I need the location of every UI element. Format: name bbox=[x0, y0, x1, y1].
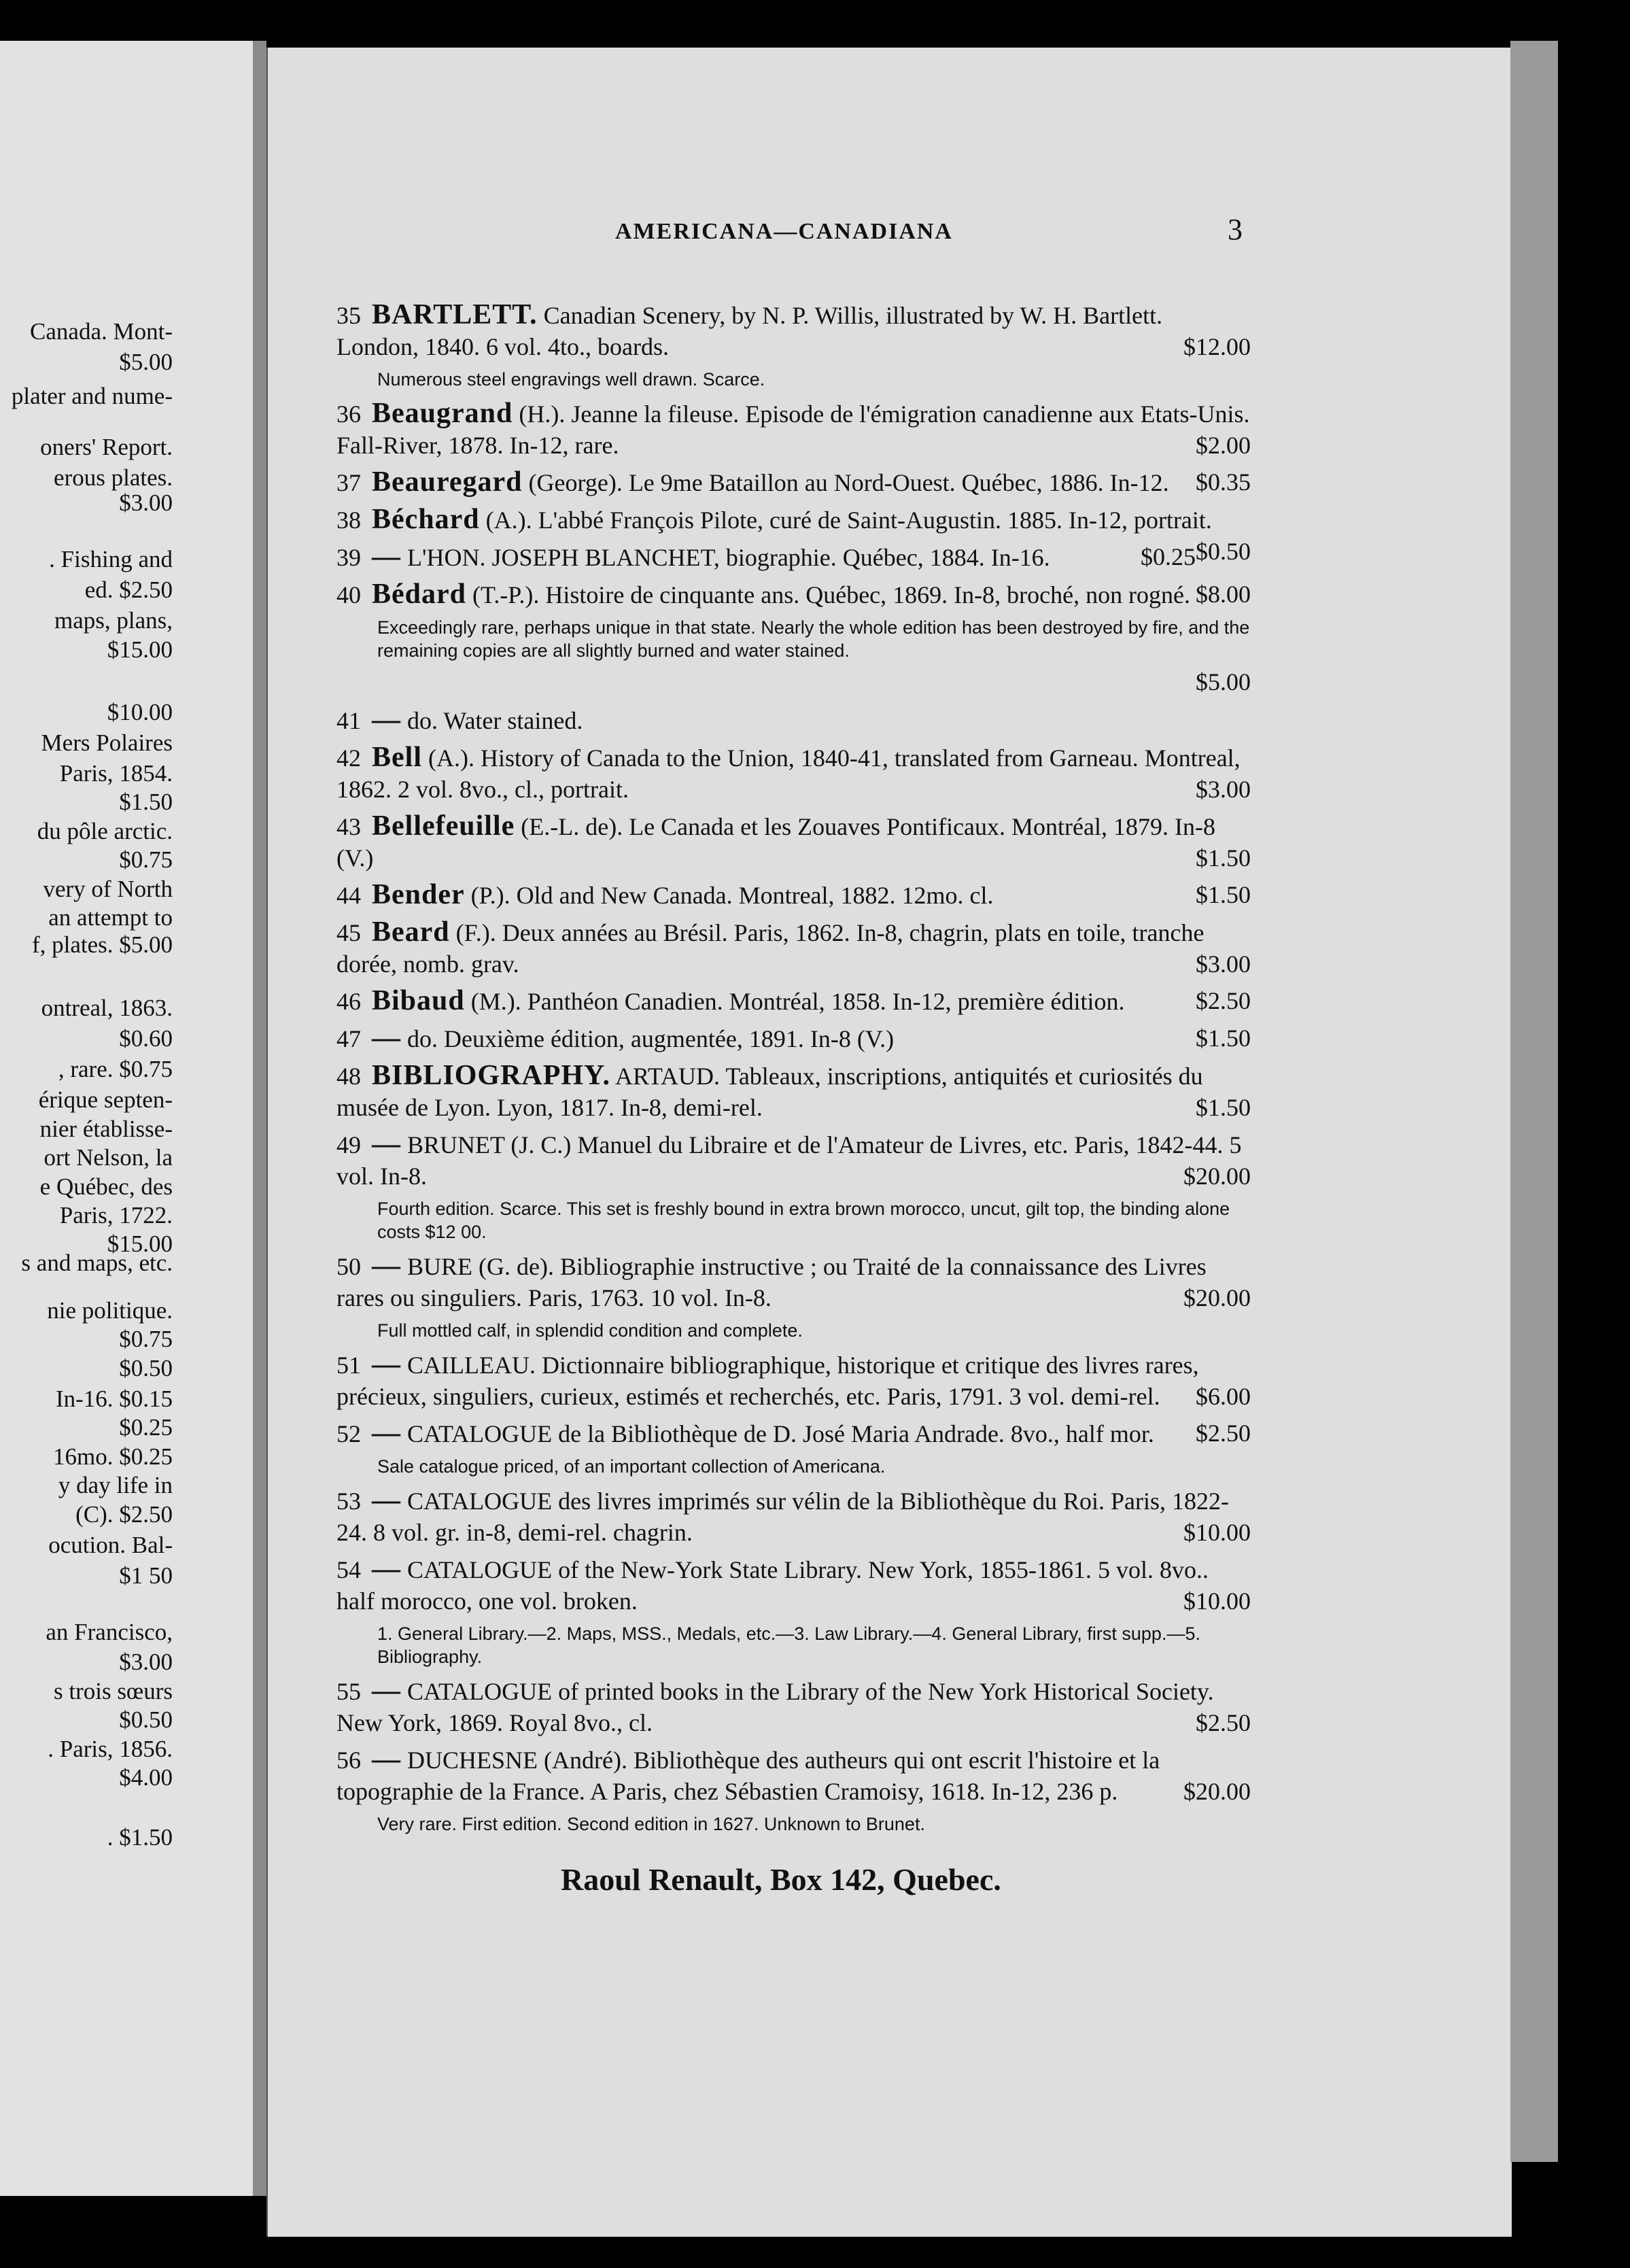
left-page-line: $3.00 bbox=[119, 489, 173, 516]
entry-number: 38 bbox=[336, 506, 361, 534]
left-page-line: ocution. Bal- bbox=[48, 1532, 173, 1558]
entry-number: 37 bbox=[336, 469, 361, 496]
left-page-line: In-16. $0.15 bbox=[55, 1386, 173, 1412]
catalogue-entry bbox=[336, 985, 1251, 1017]
entry-number: 46 bbox=[336, 988, 361, 1015]
entry-note: Numerous steel engravings well drawn. Scarce. bbox=[377, 369, 765, 390]
entry-note: Full mottled calf, in splendid condition and complete. bbox=[377, 1320, 803, 1341]
entry-price: $2.50 bbox=[1196, 1709, 1251, 1736]
entry-name: Béchard bbox=[372, 504, 480, 535]
catalogue-entry bbox=[336, 704, 1251, 736]
entry-description: BRUNET (J. C.) Manuel du Libraire et de l'Amateur de Livres, etc. Paris, 1842-44. 5 vol. In-8. bbox=[336, 1131, 1242, 1190]
catalogue-entry bbox=[336, 1129, 1251, 1192]
entry-description: (E.-L. de). Le Canada et les Zouaves Pontificaux. Montréal, 1879. In-8 (V.) bbox=[336, 813, 1215, 872]
left-page-line: Mers Polaires bbox=[41, 729, 173, 756]
entry-description: CATALOGUE of the New-York State Library. New York, 1855-1861. 5 vol. 8vo.. half morocco, one vol. broken. bbox=[336, 1556, 1209, 1615]
left-page-line: maps, plans, bbox=[54, 607, 173, 634]
entry-price: $1.50 bbox=[1196, 844, 1251, 872]
entry-price: $10.00 bbox=[1183, 1519, 1251, 1546]
page-title: AMERICANA—CANADIANA bbox=[615, 219, 953, 244]
publisher-footer: Raoul Renault, Box 142, Quebec. bbox=[561, 1862, 1001, 1897]
left-page-line: erous plates. bbox=[54, 464, 173, 491]
left-page-line: s trois sœurs bbox=[53, 1678, 173, 1704]
left-page-line: plater and nume- bbox=[11, 383, 173, 409]
entry-number: 41 bbox=[336, 707, 361, 734]
left-page-line: , rare. $0.75 bbox=[58, 1056, 173, 1082]
entry-description: do. Water stained. bbox=[407, 707, 583, 734]
left-page-line: ontreal, 1863. bbox=[41, 995, 173, 1021]
left-page-line: (C). $2.50 bbox=[75, 1501, 173, 1528]
entry-price: $2.50 bbox=[1196, 1420, 1251, 1447]
left-page-line: $0.75 bbox=[119, 846, 173, 873]
catalogue-entry bbox=[336, 1485, 1251, 1548]
entry-name: — bbox=[372, 1553, 401, 1585]
entry-note: Exceedingly rare, perhaps unique in that state. Nearly the whole edition has been destroyed by fire, and the remaining copies are all slightly burned and water stained. bbox=[377, 617, 1250, 661]
entry-name: BIBLIOGRAPHY. bbox=[372, 1060, 611, 1091]
entry-number: 56 bbox=[336, 1747, 361, 1774]
left-page-line: f, plates. $5.00 bbox=[31, 931, 173, 958]
entry-price: $1.50 bbox=[1196, 1094, 1251, 1121]
left-page-line: $5.00 bbox=[119, 349, 173, 375]
entry-name: Beaugrand bbox=[372, 398, 513, 429]
left-page-line: $0.25 bbox=[119, 1414, 173, 1441]
catalogue-entries bbox=[336, 299, 1251, 1842]
left-page-line: ed. $2.50 bbox=[84, 577, 173, 603]
entry-price: $1.50 bbox=[1196, 881, 1251, 908]
entry-number: 50 bbox=[336, 1253, 361, 1280]
entry-price: $0.35 bbox=[1196, 468, 1251, 496]
left-page-line: 16mo. $0.25 bbox=[53, 1443, 173, 1470]
entry-description: (A.). L'abbé François Pilote, curé de Saint-Augustin. 1885. In-12, portrait. bbox=[485, 506, 1212, 534]
entry-number: 44 bbox=[336, 882, 361, 909]
entry-number: 47 bbox=[336, 1025, 361, 1052]
left-page-line: $0.75 bbox=[119, 1326, 173, 1352]
entry-note-price: $5.00 bbox=[1196, 668, 1251, 695]
left-page-line: $1.50 bbox=[119, 789, 173, 815]
entry-name: Bédard bbox=[372, 579, 467, 610]
entry-description: CATALOGUE of printed books in the Library of the New York Historical Society. New York, 1869. Royal 8vo., cl. bbox=[336, 1678, 1214, 1736]
entry-number: 49 bbox=[336, 1131, 361, 1158]
catalogue-entry bbox=[336, 1060, 1251, 1123]
entry-name: — bbox=[372, 1023, 401, 1054]
entry-price: $12.00 bbox=[1183, 333, 1251, 360]
left-page-line: $10.00 bbox=[107, 699, 173, 725]
catalogue-entry bbox=[336, 398, 1251, 461]
left-page-line: nier établisse- bbox=[39, 1116, 173, 1142]
entry-note: Fourth edition. Scarce. This set is freshly bound in extra brown morocco, uncut, gilt top, the binding alone costs $12 00. bbox=[377, 1199, 1230, 1242]
page-gutter bbox=[253, 41, 266, 2196]
catalogue-entry bbox=[336, 810, 1251, 874]
entry-description: (P.). Old and New Canada. Montreal, 1882. 12mo. cl. bbox=[470, 882, 994, 909]
entry-name: — bbox=[372, 1418, 401, 1449]
entry-name: — bbox=[372, 541, 401, 572]
entry-price: $10.00 bbox=[1183, 1587, 1251, 1615]
catalogue-entry bbox=[336, 742, 1251, 805]
entry-description: BURE (G. de). Bibliographie instructive ; ou Traité de la connaissance des Livres rares ou singuliers. Paris, 1763. 10 vol. In-8. bbox=[336, 1253, 1207, 1311]
catalogue-entry bbox=[336, 579, 1251, 611]
catalogue-entry bbox=[336, 466, 1251, 498]
entry-number: 54 bbox=[336, 1556, 361, 1583]
entry-price: $1.50 bbox=[1196, 1025, 1251, 1052]
left-page-line: $0.60 bbox=[119, 1025, 173, 1052]
left-page-line: $0.50 bbox=[119, 1355, 173, 1381]
left-page-line: oners' Report. bbox=[40, 434, 173, 460]
left-page-line: Paris, 1722. bbox=[59, 1202, 173, 1228]
page-edge bbox=[1510, 41, 1558, 2162]
catalogue-entry bbox=[336, 879, 1251, 911]
entry-description: (M.). Panthéon Canadien. Montréal, 1858. In-12, première édition. bbox=[470, 988, 1125, 1015]
entry-name: Bell bbox=[372, 742, 422, 773]
left-page-line: very of North bbox=[43, 876, 173, 902]
catalogue-entry bbox=[336, 1744, 1251, 1807]
left-page-line: $15.00 bbox=[107, 636, 173, 663]
left-page-line: $1 50 bbox=[119, 1562, 173, 1589]
left-page-line: Canada. Mont- bbox=[30, 318, 173, 345]
catalogue-entry bbox=[336, 916, 1251, 980]
entry-number: 35 bbox=[336, 302, 361, 329]
entry-description: ARTAUD. Tableaux, inscriptions, antiquités et curiosités du musée de Lyon. Lyon, 1817. In-8, demi-rel. bbox=[336, 1063, 1203, 1121]
left-page-line: . Paris, 1856. bbox=[48, 1736, 173, 1762]
left-page-line: $15.00 bbox=[107, 1231, 173, 1257]
entry-name: Bellefeuille bbox=[372, 810, 515, 842]
page-number: 3 bbox=[1228, 213, 1244, 246]
left-page-line: $4.00 bbox=[119, 1764, 173, 1791]
entry-note: Sale catalogue priced, of an important collection of Americana. bbox=[377, 1456, 886, 1477]
entry-price: $6.00 bbox=[1196, 1383, 1251, 1410]
entry-price: $2.50 bbox=[1196, 987, 1251, 1014]
left-page-line: an attempt to bbox=[48, 904, 173, 931]
left-page-line: $0.50 bbox=[119, 1706, 173, 1733]
left-page-line: . $1.50 bbox=[107, 1824, 173, 1851]
left-page-line: Paris, 1854. bbox=[59, 760, 173, 787]
left-page-line: . Fishing and bbox=[49, 546, 173, 572]
left-page-line: e Québec, des bbox=[39, 1173, 173, 1200]
left-page-line: érique septen- bbox=[38, 1086, 173, 1113]
entry-number: 48 bbox=[336, 1063, 361, 1090]
entry-name: Beard bbox=[372, 916, 450, 948]
entry-price: $2.00 bbox=[1196, 432, 1251, 459]
entry-description: do. Deuxième édition, augmentée, 1891. In-8 (V.) bbox=[407, 1025, 895, 1052]
entry-description: Canadian Scenery, by N. P. Willis, illustrated by W. H. Bartlett. London, 1840. 6 vol. 4to., boards. bbox=[336, 302, 1163, 360]
entry-number: 53 bbox=[336, 1488, 361, 1515]
left-page-line: an Francisco, bbox=[46, 1619, 173, 1645]
entry-number: 39 bbox=[336, 544, 361, 571]
entry-price: $3.00 bbox=[1196, 776, 1251, 803]
entry-description: CAILLEAU. Dictionnaire bibliographique, historique et critique des livres rares, précieux, singuliers, curieux, estimés et recherchés, etc. Paris, 1791. 3 vol. demi-rel. bbox=[336, 1352, 1199, 1410]
left-page-line: y day life in bbox=[58, 1472, 173, 1498]
entry-name: — bbox=[372, 1675, 401, 1706]
catalogue-entry bbox=[336, 1553, 1251, 1617]
entry-description: DUCHESNE (André). Bibliothèque des autheurs qui ont escrit l'histoire et la topographie de la France. A Paris, chez Sébastien Cramoisy, 1618. In-12, 236 p. bbox=[336, 1747, 1160, 1805]
entry-description: (F.). Deux années au Brésil. Paris, 1862. In-8, chagrin, plats en toile, tranche dorée, nomb. grav. bbox=[336, 919, 1204, 978]
catalogue-entry bbox=[336, 1349, 1251, 1412]
entry-number: 36 bbox=[336, 400, 361, 428]
catalogue-entry bbox=[336, 1023, 1251, 1054]
entry-name: Beauregard bbox=[372, 466, 523, 498]
entry-number: 52 bbox=[336, 1420, 361, 1447]
entry-price: $3.00 bbox=[1196, 950, 1251, 978]
left-page-line: $3.00 bbox=[119, 1649, 173, 1675]
catalogue-entry bbox=[336, 1250, 1251, 1313]
entry-price: $0.50 bbox=[1196, 538, 1251, 565]
entry-name: — bbox=[372, 1744, 401, 1775]
catalogue-entry bbox=[336, 299, 1251, 362]
entry-number: 55 bbox=[336, 1678, 361, 1705]
entry-price: $20.00 bbox=[1183, 1163, 1251, 1190]
entry-description: (A.). History of Canada to the Union, 1840-41, translated from Garneau. Montreal, 1862. 2 vol. 8vo., cl., portrait. bbox=[336, 744, 1241, 803]
left-page-line: ort Nelson, la bbox=[44, 1144, 173, 1171]
entry-description: CATALOGUE des livres imprimés sur vélin de la Bibliothèque du Roi. Paris, 1822-24. 8 vol. gr. in-8, demi-rel. chagrin. bbox=[336, 1488, 1229, 1546]
entry-number: 42 bbox=[336, 744, 361, 772]
entry-note: Very rare. First edition. Second edition in 1627. Unknown to Brunet. bbox=[377, 1814, 925, 1834]
entry-name: Bender bbox=[372, 879, 465, 910]
entry-price: $20.00 bbox=[1183, 1284, 1251, 1311]
entry-description: (George). Le 9me Bataillon au Nord-Ouest. Québec, 1886. In-12. bbox=[528, 469, 1169, 496]
entry-description: (H.). Jeanne la fileuse. Episode de l'émigration canadienne aux Etats-Unis. Fall-River, 1878. In-12, rare. bbox=[336, 400, 1250, 459]
left-page-line: du pôle arctic. bbox=[37, 818, 173, 844]
entry-number: 51 bbox=[336, 1352, 361, 1379]
entry-price: $20.00 bbox=[1183, 1778, 1251, 1805]
entry-note: 1. General Library.—2. Maps, MSS., Medals, etc.—3. Law Library.—4. General Library, first supp.—5. Bibliography. bbox=[377, 1623, 1200, 1667]
entry-name: Bibaud bbox=[372, 985, 465, 1016]
entry-number: 43 bbox=[336, 813, 361, 840]
entry-name: — bbox=[372, 1485, 401, 1516]
left-page-line: nie politique. bbox=[47, 1297, 173, 1324]
entry-number: 45 bbox=[336, 919, 361, 946]
entry-price: $0.25 bbox=[1141, 543, 1196, 570]
entry-name: — bbox=[372, 1250, 401, 1282]
entry-name: — bbox=[372, 1349, 401, 1380]
entry-name: BARTLETT. bbox=[372, 299, 538, 330]
left-page-line: s and maps, etc. bbox=[21, 1250, 173, 1276]
entry-number: 40 bbox=[336, 581, 361, 608]
entry-description: L'HON. JOSEPH BLANCHET, biographie. Québec, 1884. In-16. bbox=[407, 544, 1050, 571]
catalogue-entry bbox=[336, 541, 1251, 573]
entry-description: (T.-P.). Histoire de cinquante ans. Québec, 1869. In-8, broché, non rogné. bbox=[472, 581, 1191, 608]
entry-price: $8.00 bbox=[1196, 581, 1251, 608]
entry-name: — bbox=[372, 704, 401, 736]
catalogue-entry bbox=[336, 1675, 1251, 1738]
entry-description: CATALOGUE de la Bibliothèque de D. José Maria Andrade. 8vo., half mor. bbox=[407, 1420, 1154, 1447]
catalogue-entry bbox=[336, 1418, 1251, 1449]
entry-name: — bbox=[372, 1129, 401, 1160]
